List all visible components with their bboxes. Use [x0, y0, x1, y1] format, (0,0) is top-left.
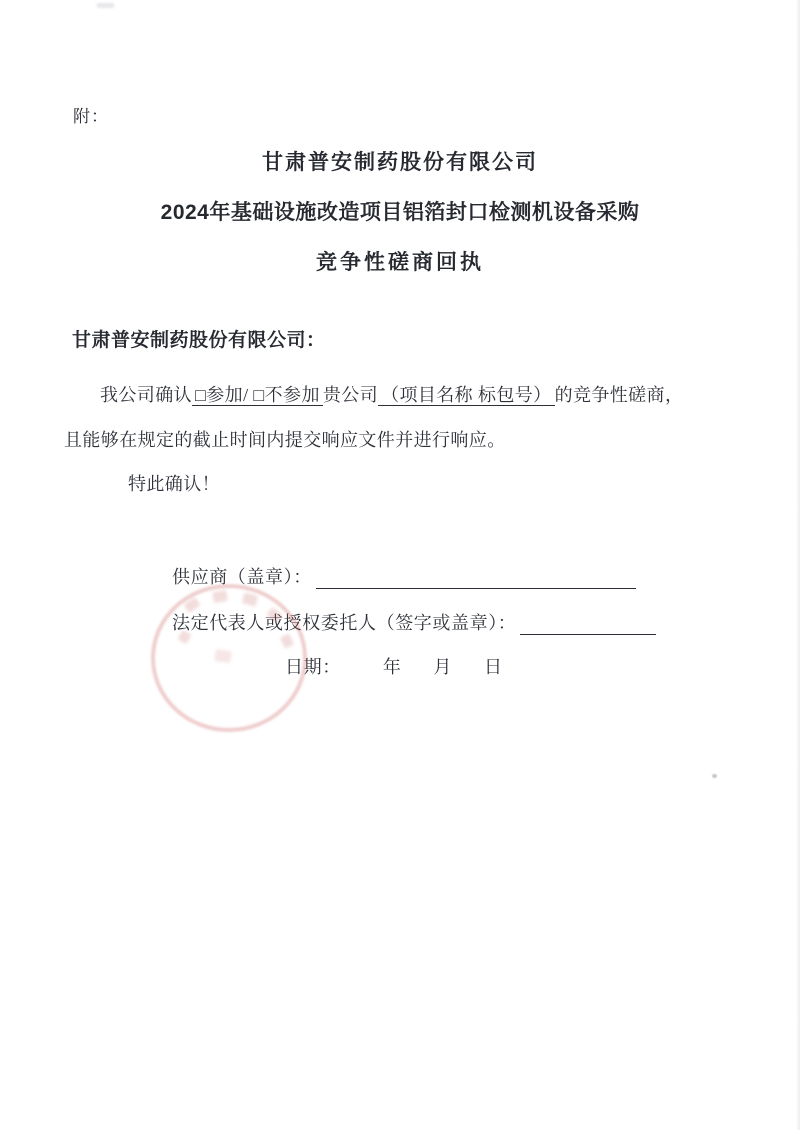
confirmation-line: 特此确认！ — [128, 474, 220, 494]
date-label: 日期： — [285, 657, 341, 677]
date-month-label: 月 — [433, 657, 453, 677]
seal-text-smudge — [183, 597, 200, 613]
project-name-placeholder: （项目名称 标包号） — [378, 385, 555, 406]
date-year-label: 年 — [382, 657, 402, 677]
legal-rep-signature-blank — [520, 615, 656, 635]
legal-rep-label: 法定代表人或授权委托人（签字或盖章）： — [172, 613, 517, 633]
attachment-label: 附： — [73, 107, 109, 126]
paragraph-part1: 我公司确认 — [100, 385, 192, 405]
scan-artifact-smudge — [97, 3, 114, 8]
seal-text-smudge — [212, 590, 228, 603]
date-row — [285, 653, 503, 679]
doc-title-company: 甘肃普安制药股份有限公司 — [262, 151, 538, 174]
date-day-label: 日 — [484, 657, 503, 677]
company-seal-stamp — [151, 584, 307, 732]
seal-text-smudge — [214, 649, 232, 663]
scan-artifact-speck — [712, 774, 717, 778]
paragraph-line-1 — [64, 382, 683, 408]
doc-title-receipt: 竞争性磋商回执 — [316, 251, 484, 274]
doc-title-project: 2024年基础设施改造项目铝箔封口检测机设备采购 — [160, 201, 640, 224]
seal-text-smudge — [280, 633, 294, 648]
participation-choice-blank: □参加/ □不参加 — [192, 385, 323, 406]
paragraph-line-2: 且能够在规定的截止时间内提交响应文件并进行响应。 — [64, 430, 506, 450]
paragraph-part3: 的竞争性磋商， — [554, 385, 684, 405]
supplier-seal-label: 供应商（盖章）： — [172, 567, 312, 587]
paragraph-part2: 贵公司 — [322, 385, 379, 405]
seal-text-smudge — [242, 592, 258, 606]
seal-text-smudge — [177, 630, 191, 645]
supplier-signature-blank — [316, 569, 636, 589]
greeting-line: 甘肃普安制药股份有限公司： — [72, 330, 326, 351]
seal-text-smudge — [266, 607, 282, 623]
